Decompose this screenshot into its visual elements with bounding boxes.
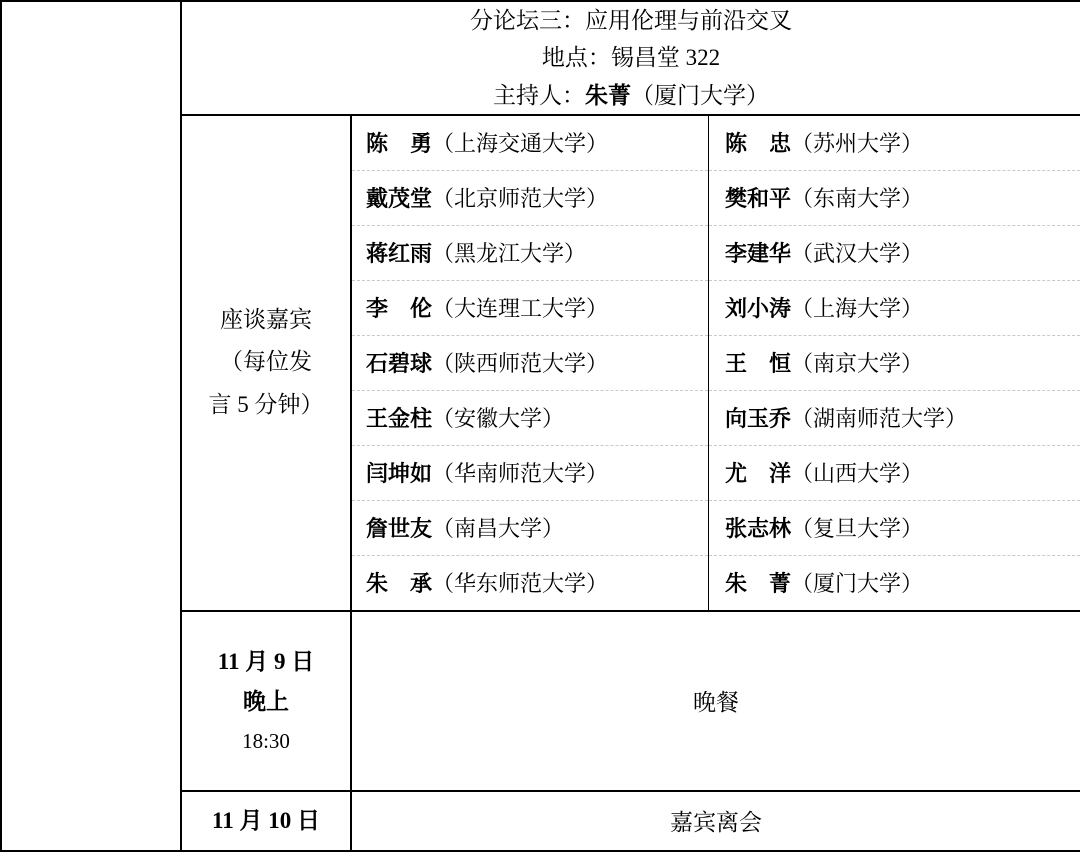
guest-name: 朱 承 xyxy=(366,571,433,597)
table-row xyxy=(352,170,1080,225)
guest-affiliation: （南京大学） xyxy=(791,351,924,377)
guest-name: 陈 忠 xyxy=(725,131,792,157)
guest-name: 李建华 xyxy=(725,241,792,267)
guest-list-cell xyxy=(351,115,1080,611)
dinner-period: 晚上 xyxy=(243,689,289,715)
guest-entry xyxy=(709,500,1080,555)
guest-name: 李 伦 xyxy=(366,296,433,322)
forum-venue: 地点：锡昌堂 322 xyxy=(541,45,721,71)
dinner-activity-cell: 晚餐 xyxy=(351,611,1080,791)
guest-name: 王 恒 xyxy=(725,351,792,377)
guest-table xyxy=(352,116,1080,610)
guest-label-line1: 座谈嘉宾 xyxy=(220,306,312,332)
table-row xyxy=(352,555,1080,610)
guest-affiliation: （陕西师范大学） xyxy=(432,351,609,377)
guest-entry xyxy=(352,445,709,500)
guest-affiliation: （北京师范大学） xyxy=(432,186,609,212)
guest-affiliation: （安徽大学） xyxy=(432,406,565,432)
guest-entry xyxy=(352,116,709,171)
forum-host-prefix: 主持人： xyxy=(493,82,585,108)
guest-entry xyxy=(352,170,709,225)
guest-label-line2: （每位发 xyxy=(220,349,312,375)
guest-name: 闫坤如 xyxy=(366,461,433,487)
forum-host-name: 朱菁 xyxy=(585,82,631,108)
guest-affiliation: （上海交通大学） xyxy=(432,131,609,157)
table-row xyxy=(352,280,1080,335)
guest-affiliation: （华东师范大学） xyxy=(432,571,609,597)
guest-affiliation: （上海大学） xyxy=(791,296,924,322)
guest-entry xyxy=(709,555,1080,610)
guest-entry xyxy=(352,390,709,445)
table-row xyxy=(352,390,1080,445)
guest-entry xyxy=(352,280,709,335)
guest-affiliation: （湖南师范大学） xyxy=(791,406,968,432)
guest-entry xyxy=(709,335,1080,390)
table-row xyxy=(352,116,1080,171)
guest-entry xyxy=(709,116,1080,171)
guest-entry xyxy=(352,555,709,610)
guest-label-line3: 言 5 分钟） xyxy=(208,392,324,418)
guest-label-cell xyxy=(181,115,351,611)
forum-header-row xyxy=(1,1,1080,115)
guest-name: 张志林 xyxy=(725,516,792,542)
guest-entry xyxy=(352,500,709,555)
guest-affiliation: （华南师范大学） xyxy=(432,461,609,487)
guest-affiliation: （武汉大学） xyxy=(791,241,924,267)
guest-affiliation: （复旦大学） xyxy=(791,516,924,542)
guest-entry xyxy=(709,280,1080,335)
forum-host-affiliation: （厦门大学） xyxy=(631,82,769,108)
dinner-date: 11 月 9 日 xyxy=(217,649,315,675)
forum-title: 分论坛三：应用伦理与前沿交叉 xyxy=(470,8,792,33)
departure-activity-cell: 嘉宾离会 xyxy=(351,791,1080,851)
guest-name: 向玉乔 xyxy=(725,406,792,432)
guest-name: 戴茂堂 xyxy=(366,186,433,212)
guest-affiliation: （大连理工大学） xyxy=(432,296,609,322)
guest-affiliation: （东南大学） xyxy=(791,186,924,212)
dinner-time-cell xyxy=(181,611,351,791)
table-row xyxy=(352,335,1080,390)
guest-entry xyxy=(352,225,709,280)
guest-name: 蒋红雨 xyxy=(366,241,433,267)
guest-name: 王金柱 xyxy=(366,406,433,432)
departure-date-cell: 11 月 10 日 xyxy=(181,791,351,851)
guest-name: 陈 勇 xyxy=(366,131,433,157)
dinner-time: 18:30 xyxy=(242,728,290,753)
guest-affiliation: （山西大学） xyxy=(791,461,924,487)
guest-affiliation: （厦门大学） xyxy=(791,571,924,597)
guest-entry xyxy=(352,335,709,390)
forum-header-cell xyxy=(181,1,1080,115)
guest-entry xyxy=(709,445,1080,500)
guest-entry xyxy=(709,390,1080,445)
table-row xyxy=(352,445,1080,500)
guest-name: 詹世友 xyxy=(366,516,433,542)
table-row xyxy=(352,225,1080,280)
guest-name: 石碧球 xyxy=(366,351,433,377)
guest-affiliation: （黑龙江大学） xyxy=(432,241,587,267)
guest-name: 刘小涛 xyxy=(725,296,792,322)
guest-affiliation: （南昌大学） xyxy=(432,516,565,542)
guest-name: 朱 菁 xyxy=(725,571,792,597)
table-row xyxy=(352,500,1080,555)
forum-host xyxy=(182,77,1080,114)
guest-affiliation: （苏州大学） xyxy=(791,131,924,157)
forum-time-cell xyxy=(1,1,181,851)
guest-name: 尤 洋 xyxy=(725,461,792,487)
guest-entry xyxy=(709,170,1080,225)
guest-name: 樊和平 xyxy=(725,186,792,212)
guest-entry xyxy=(709,225,1080,280)
